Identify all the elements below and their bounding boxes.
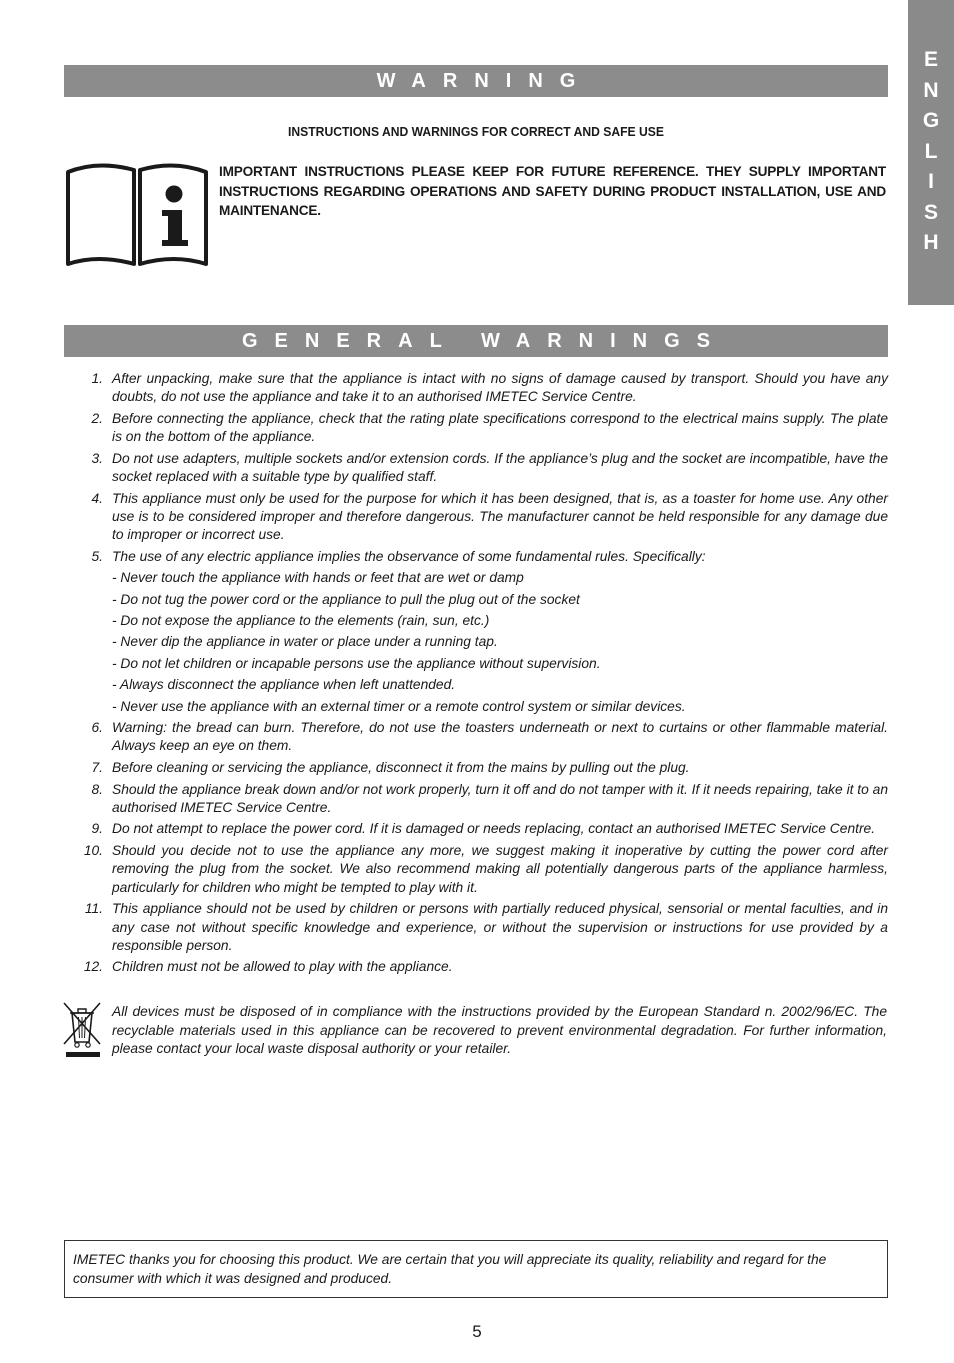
warning-text: Warning: the bread can burn. Therefore, do not use the toasters underneath or next to curtains or other flammable material. Always keep an eye on them. — [112, 720, 888, 754]
warning-number: 9. — [91, 821, 103, 837]
rule-item: - Never use the appliance with an external timer or a remote control system or similar devices. — [112, 698, 686, 714]
rule-item: - Do not let children or incapable persons use the appliance without supervision. — [112, 655, 601, 671]
warning-item — [64, 958, 888, 976]
warning-item — [64, 410, 888, 447]
warning-item — [64, 842, 888, 897]
warning-number: 4. — [91, 490, 103, 506]
rule-item: - Never dip the appliance in water or place under a running tap. — [112, 634, 498, 650]
disposal-notice: All devices must be disposed of in compliance with the instructions provided by the European Standard n. 2002/96/EC. The recyclable materials used in this appliance can be recovered to prevent environmental degradation. For further information, please contact your local waste disposal authority or your retailer. — [112, 1004, 887, 1057]
language-tab — [908, 0, 954, 305]
warning-item — [64, 759, 888, 777]
rule-item: - Do not tug the power cord or the appliance to pull the plug out of the socket — [112, 591, 580, 607]
warning-number: 7. — [91, 759, 103, 775]
page-number: 5 — [472, 1322, 482, 1341]
warning-text: Before cleaning or servicing the appliance, disconnect it from the mains by pulling out the plug. — [112, 759, 690, 775]
fundamental-rules-list — [112, 569, 888, 716]
warning-item — [64, 450, 888, 487]
warning-text: Should the appliance break down and/or not work properly, turn it off and do not tamper with it. If it needs repairing, take it to an authorised IMETEC Service Centre. — [112, 781, 888, 815]
warning-number: 2. — [91, 410, 103, 426]
warning-item — [64, 370, 888, 407]
warning-number: 3. — [91, 450, 103, 466]
warning-text: This appliance should not be used by children or persons with partially reduced physical, sensorial or mental faculties, and in any case not without specific knowledge and experience, or without the supervision or instructions for use provided by a responsible person. — [112, 901, 888, 953]
warning-text: Do not use adapters, multiple sockets and/or extension cords. If the appliance’s plug and the socket are incompatible, have the socket replaced with a suitable type by qualified staff. — [112, 450, 888, 485]
rule-item: - Do not expose the appliance to the elements (rain, sun, etc.) — [112, 612, 490, 628]
language-tab-letter: S — [923, 200, 938, 224]
crossed-bin-icon — [62, 1000, 102, 1060]
warning-header: WARNING — [64, 65, 888, 97]
warning-text: Children must not be allowed to play with the appliance. — [112, 959, 453, 975]
warning-number: 5. — [91, 548, 103, 564]
warning-number: 8. — [91, 781, 103, 797]
rule-item: - Never touch the appliance with hands or feet that are wet or damp — [112, 570, 524, 586]
important-instructions: IMPORTANT INSTRUCTIONS PLEASE KEEP FOR FUTURE REFERENCE. THEY SUPPLY IMPORTANT INSTRUCTIONS REGARDING OPERATIONS AND SAFETY DURING PRODUCT INSTALLATION, USE AND MAINTENANCE. — [219, 164, 886, 218]
warning-item — [64, 548, 888, 716]
warning-text: After unpacking, make sure that the appliance is intact with no signs of damage caused by transport. Should you have any doubts, do not use the appliance and take it to an authorised IMETEC Service Centre. — [112, 371, 888, 405]
warning-number: 12. — [83, 959, 103, 975]
warning-text: The use of any electric appliance implies the observance of some fundamental rules. Specifically: — [112, 548, 706, 564]
warning-text: This appliance must only be used for the purpose for which it has been designed, that is, as a toaster for home use. Any other use is to be considered improper and therefore dangerous. The manufacturer cannot be held responsible for any damage due to improper or incorrect use. — [112, 490, 888, 543]
language-tab-letter: G — [922, 109, 940, 132]
language-tab-letter: H — [923, 231, 939, 254]
warning-text: Should you decide not to use the appliance any more, we suggest making it inoperative by cutting the power cord after removing the plug from the socket. We also recommend making all potentially dangerous parts of the appliance harmless, particularly for children who might be tempted to play with it. — [112, 843, 888, 895]
thank-you-box — [64, 1240, 888, 1298]
thank-you-text: IMETEC thanks you for choosing this product. We are certain that you will appreciate its quality, reliability and regard for the consumer with which it was designed and produced. — [73, 1252, 827, 1286]
warning-text: Before connecting the appliance, check that the rating plate specifications correspond to the electrical mains supply. The plate is on the bottom of the appliance. — [112, 410, 888, 445]
language-tab-letter: I — [928, 170, 934, 193]
warning-number: 10. — [83, 843, 103, 859]
warning-item — [64, 900, 888, 955]
warning-item — [64, 719, 888, 756]
general-warnings-list — [64, 370, 888, 980]
warning-text: Do not attempt to replace the power cord. If it is damaged or needs replacing, contact an authorised IMETEC Service Centre. — [112, 821, 876, 837]
warning-number: 11. — [84, 901, 103, 917]
warning-item — [64, 820, 888, 838]
rule-item: - Always disconnect the appliance when left unattended. — [112, 677, 456, 693]
warning-item — [64, 490, 888, 545]
instructions-title: INSTRUCTIONS AND WARNINGS FOR CORRECT AND SAFE USE — [288, 124, 664, 139]
language-tab-letter: N — [923, 78, 939, 102]
warning-number: 6. — [91, 720, 103, 736]
language-tab-letter: E — [923, 48, 938, 71]
info-book-icon — [64, 160, 210, 270]
warning-number: 1. — [91, 371, 103, 386]
warning-item — [64, 781, 888, 818]
language-tab-letter: L — [924, 139, 938, 163]
general-warnings-header: GENERAL WARNINGS — [64, 325, 888, 357]
